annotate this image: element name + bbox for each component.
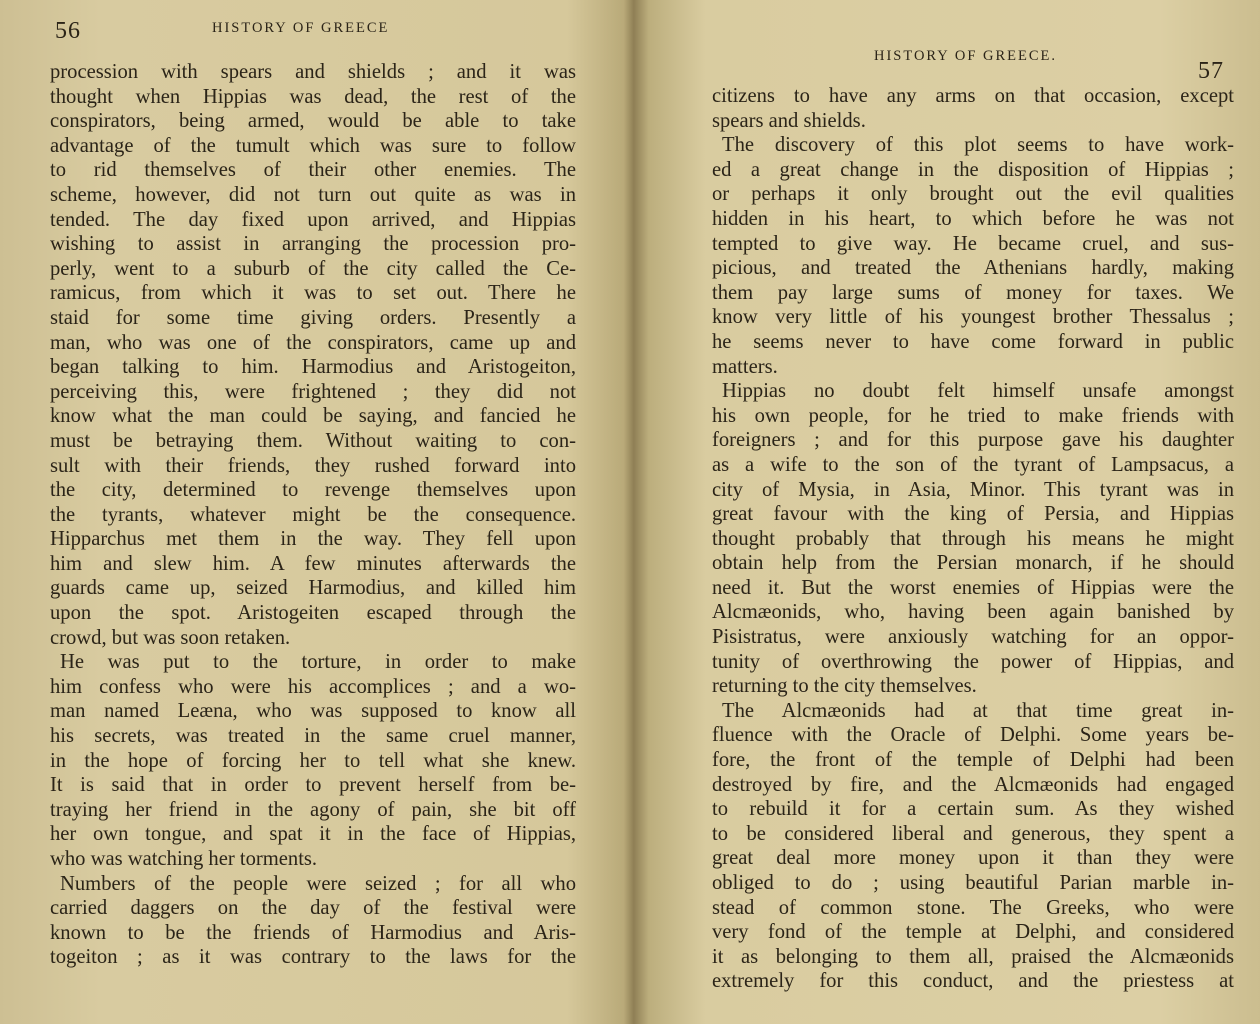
text-line: Hippias no doubt felt himself unsafe amongst — [722, 380, 1234, 403]
text-line: carried daggers on the day of the festival were — [50, 897, 576, 920]
text-line: perly, went to a suburb of the city called the Ce- — [50, 257, 576, 280]
text-line: wishing to assist in arranging the procession pro- — [50, 233, 576, 256]
text-line: crowd, but was soon retaken. — [50, 626, 291, 649]
text-line: returning to the city themselves. — [712, 675, 977, 698]
page-number: 57 — [1198, 58, 1224, 84]
text-line: citizens to have any arms on that occasion, except — [712, 85, 1234, 107]
text-line: upon the spot. Aristogeiten escaped through the — [50, 602, 576, 625]
text-line: matters. — [712, 355, 778, 378]
text-line: fluence with the Oracle of Delphi. Some years be- — [712, 724, 1234, 747]
text-line: ramicus, from which it was to set out. There he — [50, 282, 576, 305]
text-line: Numbers of the people were seized ; for all who — [60, 872, 576, 895]
text-line: destroyed by fire, and the Alcmæonids had engaged — [712, 773, 1234, 796]
text-line: obtain help from the Persian monarch, if he should — [712, 552, 1234, 575]
text-line: known to be the friends of Harmodius and Aris- — [50, 921, 576, 944]
text-line: staid for some time giving orders. Presently a — [50, 306, 576, 329]
text-line: who was watching her torments. — [50, 848, 318, 870]
text-line: Hipparchus met them in the way. They fell upon — [50, 528, 576, 551]
text-line: thought probably that through his means he might — [712, 527, 1234, 550]
text-line: to rid themselves of their other enemies. The — [50, 159, 576, 182]
text-line: extremely for this conduct, and the priestess at — [712, 970, 1234, 993]
text-line: fore, the front of the temple of Delphi had been — [712, 749, 1234, 772]
text-line: as a wife to the son of the tyrant of Lampsacus, a — [712, 453, 1234, 476]
text-line: guards came up, seized Harmodius, and killed him — [50, 577, 576, 600]
text-line: very fond of the temple at Delphi, and considered — [712, 921, 1234, 944]
text-line: stead of common stone. The Greeks, who were — [712, 896, 1234, 919]
text-line: it as belonging to them all, praised the Alcmæonids — [712, 945, 1234, 968]
text-line: The Alcmæonids had at that time great in- — [722, 699, 1234, 722]
text-line: ed a great change in the disposition of Hippias ; — [712, 158, 1234, 181]
text-line: great deal more money upon it than they were — [712, 847, 1234, 870]
text-line: conspirators, being armed, would be able to take — [50, 110, 576, 133]
text-line: began talking to him. Harmodius and Aristogeiton, — [50, 356, 576, 379]
text-line: tunity of overthrowing the power of Hippias, and — [712, 650, 1234, 673]
text-line: Pisistratus, were anxiously watching for an oppor- — [712, 626, 1234, 649]
text-line: Alcmæonids, who, having been again banished by — [712, 601, 1234, 624]
text-line: to be considered liberal and generous, they spent a — [712, 822, 1234, 845]
text-line: or perhaps it only brought out the evil qualities — [712, 183, 1234, 206]
running-head: HISTORY OF GREECE. — [874, 48, 1058, 64]
text-line: togeiton ; as it was contrary to the laws for the — [50, 946, 576, 969]
right-page-text — [712, 84, 1234, 994]
text-line: scheme, however, did not turn out quite as was in — [50, 183, 576, 206]
text-line: procession with spears and shields ; and it was — [50, 61, 576, 83]
text-line: them pay large sums of money for taxes. We — [712, 281, 1234, 304]
text-line: sult with their friends, they rushed forward into — [50, 454, 576, 477]
text-line: foreigners ; and for this purpose gave his daughter — [712, 429, 1234, 452]
left-page-text — [50, 60, 576, 970]
text-line: he seems never to have come forward in public — [712, 330, 1234, 353]
text-line: city of Mysia, in Asia, Minor. This tyrant was in — [712, 478, 1234, 501]
text-line: tended. The day fixed upon arrived, and Hippias — [50, 208, 576, 231]
text-line: tempted to give way. He became cruel, and sus- — [712, 232, 1234, 255]
running-head: HISTORY OF GREECE — [212, 20, 390, 36]
right-page — [630, 0, 1260, 1024]
page-number: 56 — [55, 18, 81, 44]
text-line: him and slew him. A few minutes afterwards the — [50, 552, 576, 575]
text-line: her own tongue, and spat it in the face of Hippias, — [50, 823, 576, 846]
text-line: his secrets, was treated in the same cruel manner, — [50, 725, 576, 748]
text-line: know very little of his youngest brother Thessalus ; — [712, 306, 1234, 329]
text-line: obliged to do ; using beautiful Parian marble in- — [712, 872, 1234, 894]
text-line: must be betraying them. Without waiting to con- — [50, 429, 576, 452]
text-line: know what the man could be saying, and fancied he — [50, 405, 576, 428]
text-line: He was put to the torture, in order to make — [60, 651, 576, 674]
text-line: the tyrants, whatever might be the consequence. — [50, 503, 576, 526]
text-line: the city, determined to revenge themselves upon — [50, 479, 576, 502]
text-line: perceiving this, were frightened ; they did not — [50, 380, 576, 403]
text-line: in the hope of forcing her to tell what she knew. — [50, 749, 576, 772]
text-line: great favour with the king of Persia, and Hippias — [712, 503, 1234, 526]
text-line: man, who was one of the conspirators, came up and — [50, 331, 576, 354]
text-line: to rebuild it for a certain sum. As they wished — [712, 798, 1234, 821]
text-line: picious, and treated the Athenians hardly, making — [712, 257, 1234, 280]
text-line: man named Leæna, who was supposed to know all — [50, 700, 576, 723]
text-line: It is said that in order to prevent herself from be- — [50, 774, 576, 797]
text-line: The discovery of this plot seems to have work- — [722, 134, 1234, 157]
text-line: spears and shields. — [712, 109, 866, 132]
text-line: advantage of the tumult which was sure to follow — [50, 134, 576, 157]
text-line: him confess who were his accomplices ; and a wo- — [50, 675, 576, 698]
text-line: his own people, for he tried to make friends with — [712, 404, 1234, 427]
text-line: traying her friend in the agony of pain, she bit off — [50, 798, 576, 821]
text-line: thought when Hippias was dead, the rest of the — [50, 85, 576, 108]
text-line: hidden in his heart, to which before he was not — [712, 207, 1234, 230]
text-line: need it. But the worst enemies of Hippias were the — [712, 576, 1234, 599]
